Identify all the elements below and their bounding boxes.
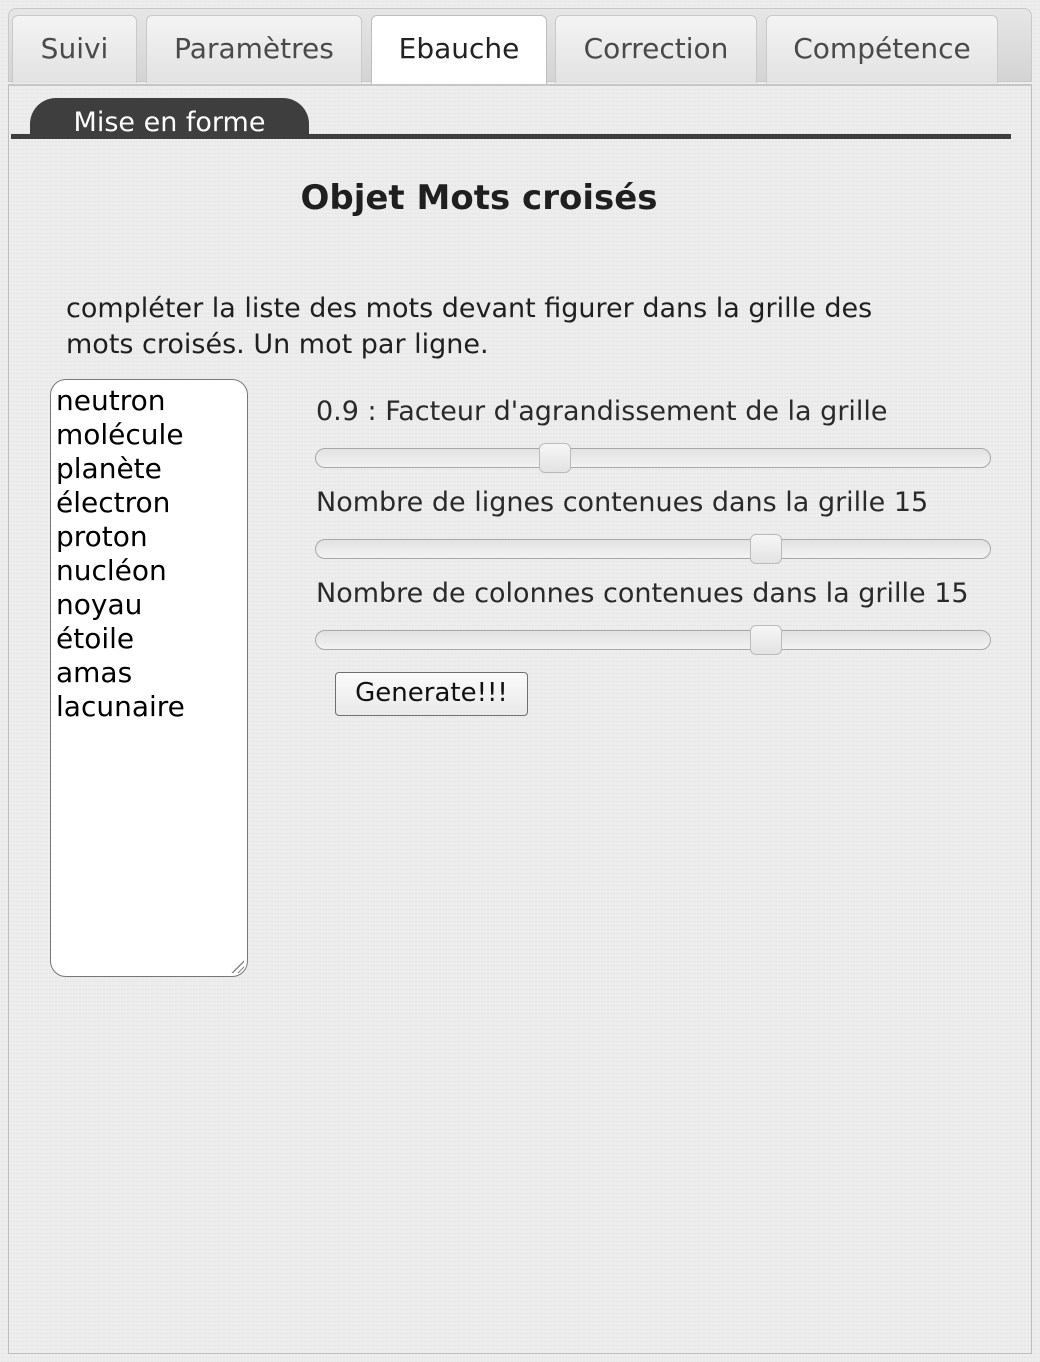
- tab-correction[interactable]: Correction: [555, 15, 757, 83]
- word-line: nucléon: [56, 554, 167, 587]
- word-list-textarea[interactable]: [50, 379, 248, 977]
- rows-count-label: Nombre de lignes contenues dans la grille 15: [316, 487, 929, 518]
- word-line: proton: [56, 520, 148, 553]
- rows-count-slider[interactable]: [315, 539, 991, 559]
- page-title: Objet Mots croisés: [300, 178, 658, 218]
- word-line: électron: [56, 486, 171, 519]
- generate-button[interactable]: Generate!!!: [335, 672, 528, 716]
- zoom-factor-label: 0.9 : Facteur d'agrandissement de la grille: [316, 396, 888, 427]
- word-line: lacunaire: [56, 690, 185, 723]
- zoom-factor-slider[interactable]: [315, 448, 991, 468]
- tab-competence[interactable]: Compétence: [766, 15, 998, 83]
- zoom-factor-slider-handle[interactable]: [539, 443, 571, 473]
- word-line: amas: [56, 656, 133, 689]
- tab-bar: [8, 8, 1032, 82]
- columns-count-label: Nombre de colonnes contenues dans la grille 15: [316, 578, 969, 609]
- word-line: noyau: [56, 588, 143, 621]
- tab-ebauche[interactable]: Ebauche: [371, 15, 547, 85]
- tab-suivi[interactable]: Suivi: [12, 15, 137, 83]
- rows-count-slider-handle[interactable]: [750, 534, 782, 564]
- tab-panel: [8, 84, 1032, 1354]
- word-line: molécule: [56, 418, 184, 451]
- subtab-mise-en-forme[interactable]: Mise en forme: [30, 98, 309, 139]
- tab-parametres[interactable]: Paramètres: [146, 15, 362, 83]
- resize-grip-icon[interactable]: [230, 959, 244, 973]
- instruction-text: compléter la liste des mots devant figurer dans la grille des mots croisés. Un mot par ligne.: [66, 293, 873, 360]
- word-line: planète: [56, 452, 162, 485]
- columns-count-slider-handle[interactable]: [750, 625, 782, 655]
- word-line: étoile: [56, 622, 135, 655]
- word-line: neutron: [56, 384, 166, 417]
- columns-count-slider[interactable]: [315, 630, 991, 650]
